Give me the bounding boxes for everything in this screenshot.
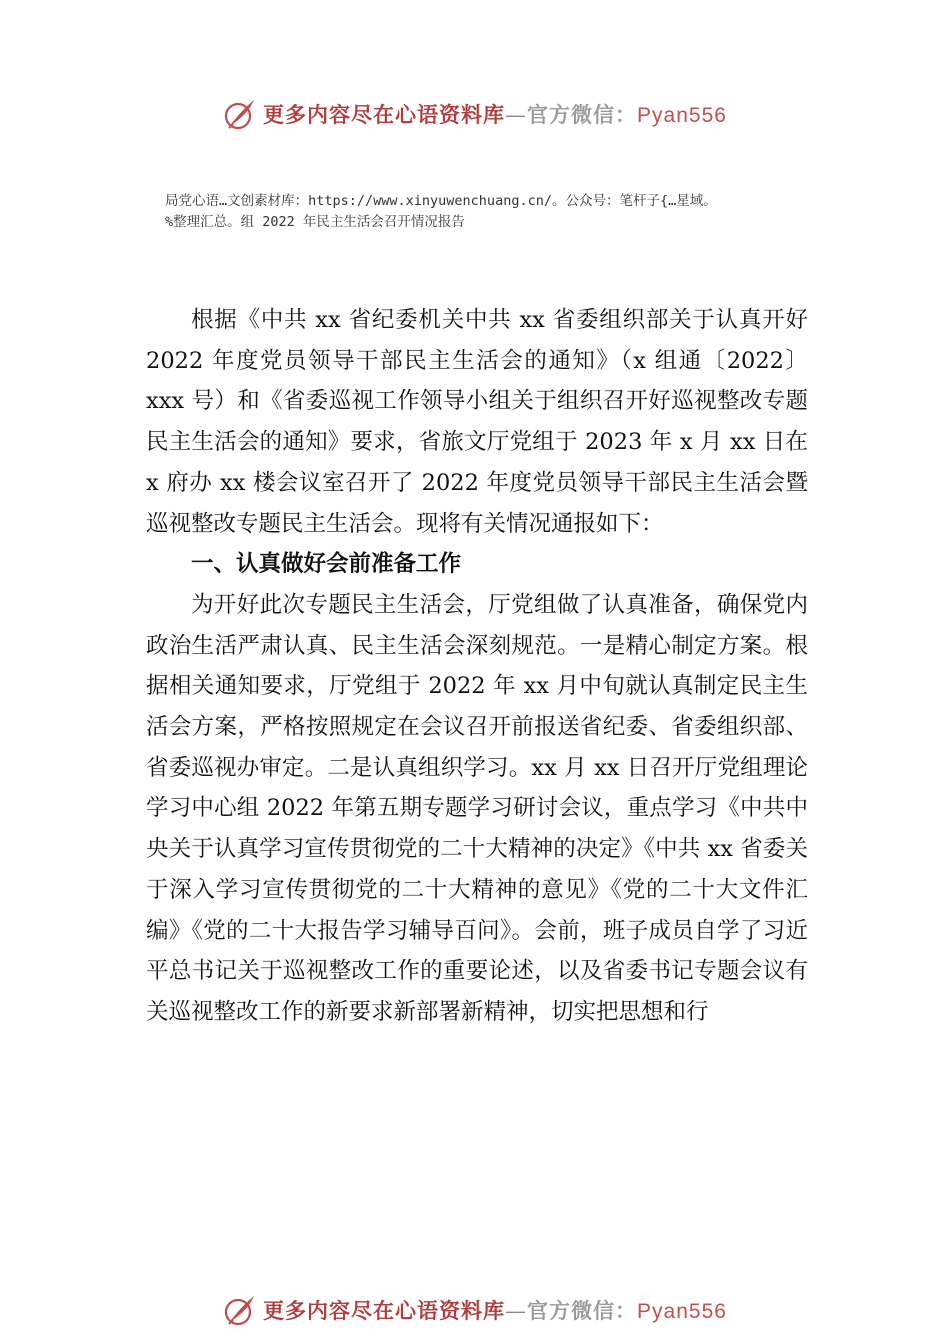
quill-pen-icon: [223, 1293, 257, 1327]
banner-wechat-label: 官方微信：: [527, 102, 638, 127]
document-body: [146, 300, 808, 1033]
quill-pen-icon: [223, 97, 257, 131]
source-note: [165, 191, 855, 233]
banner-title: [263, 1295, 727, 1325]
intro-paragraph: 根据《中共 xx 省纪委机关中共 xx 省委组织部关于认真开好 2022 年度党员领导干部民主生活会的通知》（x 组通〔2022〕xxx 号）和《省委巡视工作领导小组关于组织召开好巡视整改专题民主生活会的通知》要求，省旅文厅党组于 2023 年 x 月 xx 日在 x 府办 xx 楼会议室召开了 2022 年度党员领导干部民主生活会暨巡视整改专题民主生活会。现将有关情况通报如下：: [146, 307, 808, 537]
section-paragraph: 为开好此次专题民主生活会，厅党组做了认真准备，确保党内政治生活严肃认真、民主生活会深刻规范。一是精心制定方案。根据相关通知要求，厅党组于 2022 年 xx 月中旬就认真制定民主生活会方案，严格按照规定在会议召开前报送省纪委、省委组织部、省委巡视办审定。二是认真组织学习。xx 月 xx 日召开厅党组理论学习中心组 2022 年第五期专题学习研讨会议，重点学习《中共中央关于认真学习宣传贯彻党的二十大精神的决定》《中共 xx 省委关于深入学习宣传贯彻党的二十大精神的意见》《党的二十大文件汇编》《党的二十大报告学习辅导百问》。会前，班子成员自学了习近平总书记关于巡视整改工作的重要论述，以及省委书记专题会议有关巡视整改工作的新要求新部署新精神，切实把思想和行: [146, 591, 808, 1025]
source-note-line: %整理汇总。组 2022 年民主生活会召开情况报告: [165, 214, 465, 230]
header-banner: [0, 94, 950, 134]
banner-wechat-id: Pyan556: [637, 1300, 727, 1323]
banner-separator: —: [505, 103, 528, 127]
banner-main-text: 更多内容尽在心语资料库: [263, 102, 506, 127]
footer-banner: [0, 1290, 950, 1330]
section-heading: 一、认真做好会前准备工作: [191, 551, 462, 578]
banner-main-text: 更多内容尽在心语资料库: [263, 1298, 506, 1323]
banner-title: [263, 99, 727, 129]
banner-separator: —: [505, 1299, 528, 1323]
source-note-line: 局党心语…文创素材库：https://www.xinyuwenchuang.cn/。公众号：笔杆子{…星域。: [165, 193, 717, 209]
banner-wechat-id: Pyan556: [637, 104, 727, 127]
banner-wechat-label: 官方微信：: [527, 1298, 638, 1323]
